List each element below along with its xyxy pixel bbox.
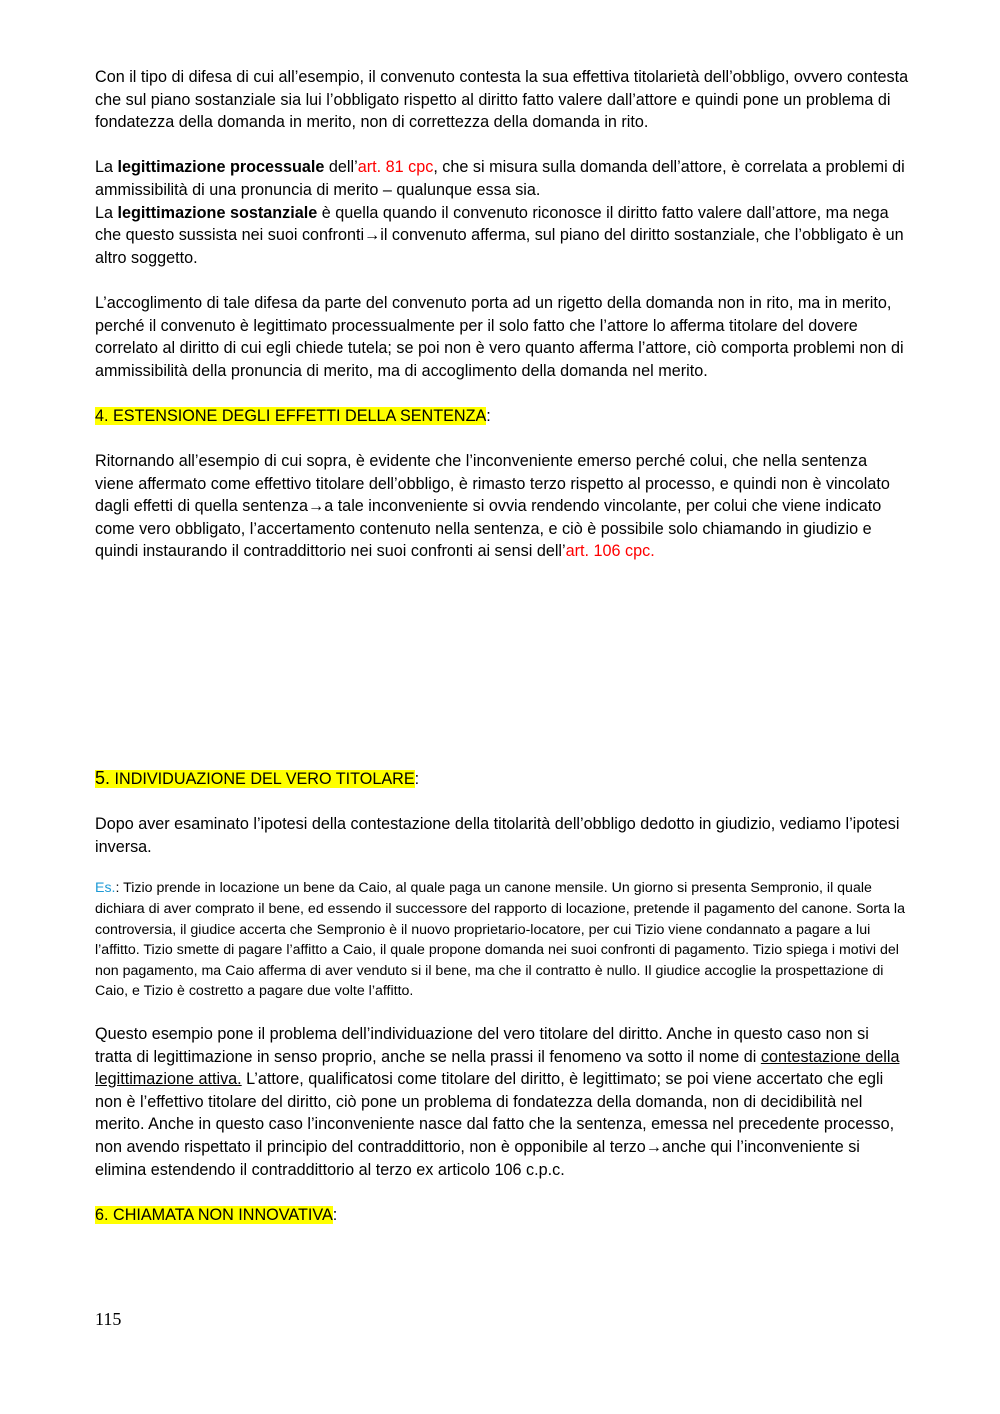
page-number: 115 [95,1309,122,1329]
ref-art-106: art. 106 cpc. [565,542,655,561]
term-legittimazione-processuale: legittimazione processuale [117,158,325,177]
ref-art-81: art. 81 cpc [357,158,434,177]
page-body [95,66,910,1226]
paragraph-estensione: Ritornando all’esempio di cui sopra, è evidente che l’inconveniente emerso perché colui, che nella sentenza viene affermato come effettivo titolare dell’obbligo, è rimasto terzo rispetto al processo, e quindi non è vincolato dagli effetti di quella sentenza→a tale inconveniente si ovvia rendendo vincolante, per colui che viene indicato come vero obbligato, l’accertamento contenuto nella sentenza, e ciò è possibile solo chiamando in giudizio e quindi instaurando il contraddittorio nei suoi confronti ai sensi dell’art. 106 cpc. [95,452,890,561]
paragraph-legittimazione-sostanziale: La legittimazione sostanziale è quella quando il convenuto riconosce il diritto fatto valere dall’attore, ma nega che questo sussista nei suoi confronti→il convenuto afferma, sul piano del diritto sostanziale, che l’obbligato è un altro soggetto. [95,203,904,267]
paragraph-vero-titolare: Questo esempio pone il problema dell’individuazione del vero titolare del diritto. Anche in questo caso non si tratta di legittimazione in senso proprio, anche se nella prassi il fenomeno va sotto il nome di contestazione della legittimazione attiva. L’attore, qualificatosi come titolare del diritto, è legittimato; se poi viene accertato che egli non è l’effettivo titolare del diritto, ciò pone un problema di fondatezza della domanda, non di decidibilità nel merito. Anche in questo caso l’inconveniente nasce dal fatto che la sentenza, emessa nel precedente processo, non avendo rispettato il principio del contraddittorio, non è opponibile al terzo→anche qui l’inconveniente si elimina estendendo il contraddittorio al terzo ex articolo 106 c.p.c. [95,1025,900,1179]
paragraph-legittimazione-processuale: La legittimazione processuale dell’art. 81 cpc, che si misura sulla domanda dell’attore, è correlata a problemi di ammissibilità di una pronuncia di merito – qualunque essa sia. [95,158,905,199]
paragraph-accoglimento: L’accoglimento di tale difesa da parte del convenuto porta ad un rigetto della domanda non in rito, ma in merito, perché il convenuto è legittimato processualmente per il solo fatto che l’attore lo afferma titolare del dovere correlato al diritto di cui egli chiede tutela; se poi non è vero quanto afferma l’attore, ciò comporta problemi non di ammissibilità della pronuncia di merito, ma di accoglimento della domanda nel merito. [95,293,904,380]
heading-section-5: 5. INDIVIDUAZIONE DEL VERO TITOLARE: [95,768,420,789]
example-label: Es. [95,880,116,897]
arrow-icon: → [645,1137,662,1156]
underlined-term: contestazione della legittimazione attiva. [95,1047,900,1089]
arrow-icon: → [308,497,325,516]
paragraph-ipotesi-inversa: Dopo aver esaminato l’ipotesi della contestazione della titolarità dell’obbligo dedotto in giudizio, vediamo l’ipotesi inversa. [95,815,900,856]
heading-section-6: 6. CHIAMATA NON INNOVATIVA: [95,1205,338,1224]
example-block: Es.: Tizio prende in locazione un bene da Caio, al quale paga un canone mensile. Un giorno si presenta Sempronio, il quale dichiara di aver comprato il bene, ed essendo il successore del rapporto di locazione, pretende il pagamento del canone. Sorta la controversia, il giudice accerta che Sempronio è il nuovo proprietario-locatore, per cui Tizio viene condannato a pagare a lui l’affitto. Tizio smette di pagare l’affitto a Caio, il quale propone domanda nei suoi confronti di pagamento. Tizio spiega i motivi del non pagamento, ma Caio afferma di aver venduto si il bene, ma che il contratto è nullo. Il giudice accoglie la prospettazione di Caio, e Tizio è costretto a pagare due volte l’affitto. [95,880,905,1000]
term-legittimazione-sostanziale: legittimazione sostanziale [117,203,318,222]
arrow-icon: → [364,226,381,245]
heading-section-4: 4. ESTENSIONE DEGLI EFFETTI DELLA SENTENZA: [95,406,491,425]
paragraph-titolarieta: Con il tipo di difesa di cui all’esempio, il convenuto contesta la sua effettiva titolarietà dell’obbligo, ovvero contesta che sul piano sostanziale sia lui l’obbligato rispetto al diritto fatto valere dall’attore e quindi pone un problema di fondatezza della domanda in merito, non di correttezza della domanda in rito. [95,68,909,132]
